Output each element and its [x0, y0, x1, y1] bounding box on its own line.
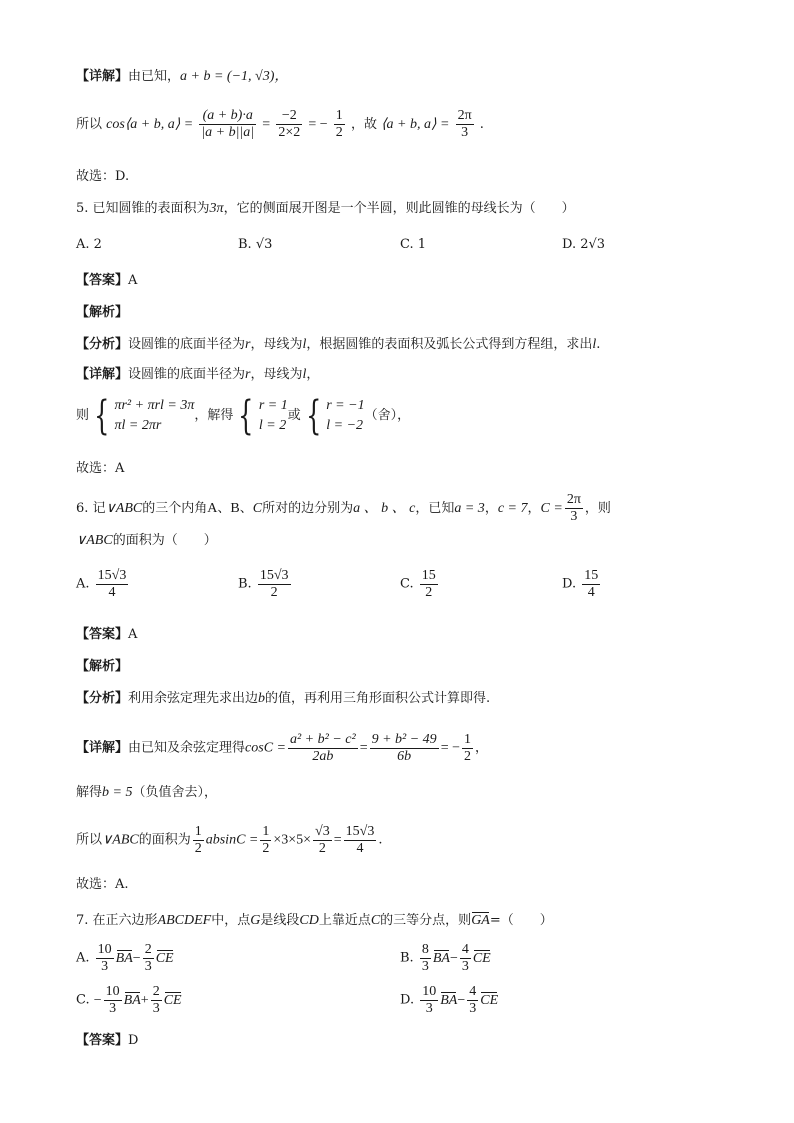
- q6-option-a: [76, 568, 130, 601]
- text: ，母线为: [250, 337, 303, 352]
- fraction: [344, 824, 377, 857]
- denominator: 2: [262, 841, 270, 856]
- text: 的三个内角: [142, 501, 208, 516]
- text: 利用余弦定理先求出边: [128, 691, 259, 706]
- q5-option-a: A. 2: [76, 237, 102, 252]
- text: 中，点: [211, 913, 251, 928]
- text: .: [378, 832, 383, 848]
- text: 则: [76, 408, 90, 423]
- math: c = 7: [497, 501, 528, 516]
- math: ⟨a + b, a⟩ =: [381, 117, 450, 132]
- answer-value: A: [128, 627, 138, 642]
- equation: r = −1: [326, 398, 365, 413]
- text: ，则: [584, 501, 611, 516]
- numerator: 1: [335, 108, 343, 123]
- text: 解得: [76, 785, 103, 800]
- numerator: 15: [584, 568, 599, 583]
- equation-system: [326, 396, 364, 436]
- math: C =: [540, 501, 563, 516]
- numerator: 15√3: [345, 824, 375, 839]
- math: =: [262, 117, 271, 132]
- numerator: 15√3: [97, 568, 127, 583]
- denominator: 2: [425, 585, 433, 600]
- text: =（ ）: [489, 913, 553, 928]
- text: 5. 已知圆锥的表面积为: [76, 201, 210, 216]
- fraction: [370, 732, 439, 765]
- math: = −: [308, 117, 328, 132]
- math: G: [250, 913, 261, 928]
- option-label: B.: [400, 950, 414, 966]
- fraction: [260, 824, 271, 857]
- q6-final: 故选：A.: [76, 877, 129, 892]
- text: ，它的侧面展开图是一个半圆，则此圆锥的母线长为（ ）: [223, 201, 575, 216]
- denominator: 3: [461, 959, 469, 974]
- text: 是线段: [260, 913, 300, 928]
- denominator: 3: [570, 509, 578, 524]
- equation-system: [114, 396, 194, 436]
- fraction: [151, 984, 162, 1017]
- option-label: A.: [76, 950, 90, 966]
- equation: l = −2: [326, 418, 364, 433]
- fraction: [258, 568, 291, 601]
- math: ×3×5×: [273, 832, 312, 848]
- answer-tag: 【答案】: [76, 1033, 129, 1048]
- text: 或: [287, 408, 301, 423]
- q7-option-b: [400, 942, 491, 975]
- brace: {: [238, 393, 254, 439]
- text: 上靠近点: [318, 913, 371, 928]
- q6-option-d: [562, 568, 602, 601]
- text: 设圆锥的底面半径为: [128, 367, 246, 382]
- numerator: 10: [422, 984, 437, 999]
- q5-fenxi: [76, 336, 600, 354]
- text: 的值，再利用三角形面积公式计算即得.: [265, 691, 491, 706]
- fraction: [467, 984, 478, 1017]
- q5-option-b: B. √3: [238, 237, 273, 252]
- text: .: [596, 337, 601, 352]
- numerator: (a + b)·a: [199, 108, 256, 125]
- numerator: 1: [194, 824, 202, 839]
- math: +: [140, 993, 149, 1008]
- denominator: 3: [469, 1001, 477, 1016]
- q7-stem: [76, 912, 553, 930]
- q7-option-c: [76, 984, 182, 1017]
- math: −: [132, 951, 141, 966]
- math: C: [370, 913, 381, 928]
- q4-cos-line: [76, 108, 484, 141]
- vector: CE: [163, 993, 182, 1008]
- q6-area: [76, 824, 382, 857]
- denominator: 2: [318, 841, 326, 856]
- math: CD: [299, 913, 319, 928]
- vector: CE: [480, 993, 499, 1008]
- denominator: 4: [108, 585, 116, 600]
- denominator: 2: [194, 841, 202, 856]
- vector: BA: [123, 993, 141, 1008]
- numerator: 2π: [457, 108, 472, 123]
- vector: CE: [155, 951, 174, 966]
- fraction: [193, 824, 204, 857]
- math: = −: [440, 740, 460, 756]
- denominator: 2ab: [312, 749, 334, 764]
- text: ，: [527, 501, 541, 516]
- q4-detail-line: [76, 68, 288, 86]
- denominator: 3: [421, 959, 429, 974]
- q4-answer: 故选：D.: [76, 169, 130, 184]
- math: l: [592, 337, 597, 352]
- q7-option-a: [76, 942, 174, 975]
- fraction: [143, 942, 154, 975]
- detail-tag: 【详解】: [76, 367, 129, 382]
- answer-value: A: [128, 273, 138, 288]
- numerator: 8: [421, 942, 429, 957]
- fraction: [313, 824, 332, 857]
- q5-system: [76, 393, 411, 439]
- q5-option-c: C. 1: [400, 237, 427, 252]
- vector: BA: [432, 951, 450, 966]
- fraction: [96, 942, 114, 975]
- denominator: |a + b||a|: [201, 125, 255, 140]
- fraction: [420, 984, 438, 1017]
- denominator: 3: [425, 1001, 433, 1016]
- denominator: 2: [335, 125, 343, 140]
- text: ，: [484, 501, 498, 516]
- text: 由已知及余弦定理得: [128, 740, 246, 756]
- numerator: 4: [469, 984, 477, 999]
- denominator: 2: [463, 749, 471, 764]
- text: （负值舍去），: [132, 785, 217, 800]
- equation: l = 2: [258, 418, 287, 433]
- denominator: 3: [101, 959, 109, 974]
- fraction: [288, 732, 358, 765]
- detail-tag: 【详解】: [76, 69, 129, 84]
- math: absinC =: [205, 832, 259, 848]
- denominator: 4: [587, 585, 595, 600]
- text: 的面积为（ ）: [112, 533, 217, 548]
- fraction: [199, 108, 256, 141]
- q6-option-b: [238, 568, 293, 601]
- option-label: A.: [76, 576, 90, 592]
- denominator: 2×2: [278, 125, 301, 140]
- math: =: [359, 740, 368, 756]
- answer-value: D: [128, 1033, 139, 1048]
- brace: {: [94, 393, 110, 439]
- numerator: 10: [97, 942, 112, 957]
- denominator: 2: [270, 585, 278, 600]
- q5-final: 故选：A: [76, 461, 125, 476]
- text: 所对的边分别为: [262, 501, 354, 516]
- q7-option-d: [400, 984, 498, 1017]
- numerator: −2: [276, 108, 302, 125]
- option-label: C.: [400, 576, 414, 592]
- fraction: [104, 984, 122, 1017]
- text: 所以: [76, 117, 103, 132]
- q6-answer: [76, 626, 137, 644]
- q6-detail: [76, 732, 488, 765]
- q6-option-c: [400, 568, 440, 601]
- text: ，母线为: [250, 367, 303, 382]
- text: ，已知: [415, 501, 455, 516]
- math: ∨ABC: [76, 533, 113, 548]
- text: .: [479, 117, 484, 132]
- q5-detail: [76, 366, 319, 384]
- fraction: [456, 108, 474, 141]
- equation-system: [259, 396, 288, 436]
- math: r: [245, 337, 251, 352]
- q6-stem-2: [76, 532, 217, 550]
- math: =: [333, 832, 342, 848]
- fraction: [462, 732, 473, 765]
- numerator: 10: [105, 984, 120, 999]
- vector: CE: [472, 951, 491, 966]
- math: cosC =: [245, 740, 286, 756]
- answer-tag: 【答案】: [76, 273, 129, 288]
- numerator: 2: [152, 984, 160, 999]
- text: 由已知，: [128, 69, 181, 84]
- denominator: 3: [152, 1001, 160, 1016]
- text: （舍），: [364, 408, 411, 423]
- option-label: D.: [562, 576, 577, 592]
- fraction: [565, 492, 583, 525]
- answer-tag: 【答案】: [76, 627, 129, 642]
- equation: πr² + πrl = 3π: [114, 398, 195, 413]
- fraction: [96, 568, 129, 601]
- math: l: [302, 367, 307, 382]
- text: ，解得: [194, 408, 234, 423]
- math: −: [457, 993, 466, 1008]
- math: −: [449, 951, 458, 966]
- numerator: 1: [262, 824, 270, 839]
- q7-answer: [76, 1032, 138, 1050]
- q6-stem: [76, 492, 611, 525]
- fraction: [334, 108, 345, 141]
- text: 、: [239, 501, 253, 516]
- math: ∨ABC: [102, 832, 139, 848]
- fraction: [582, 568, 600, 601]
- fenxi-tag: 【分析】: [76, 691, 129, 706]
- fraction: [420, 942, 431, 975]
- math: ∨ABC: [105, 501, 143, 516]
- q6-solve: [76, 784, 217, 802]
- numerator: 4: [461, 942, 469, 957]
- numerator: 2π: [566, 492, 581, 507]
- fraction: [460, 942, 471, 975]
- equation: πl = 2πr: [114, 418, 162, 433]
- numerator: 2: [144, 942, 152, 957]
- text: ，: [306, 367, 320, 382]
- option-label: B.: [238, 576, 252, 592]
- text: ，故: [350, 117, 377, 132]
- math: a = 3: [454, 501, 485, 516]
- denominator: 3: [109, 1001, 117, 1016]
- q5-stem: [76, 200, 575, 218]
- numerator: 15: [421, 568, 436, 583]
- text: 的三等分点，则: [380, 913, 472, 928]
- option-label: D.: [400, 992, 415, 1008]
- math: ABCDEF: [157, 913, 212, 928]
- text: 的面积为: [138, 832, 191, 848]
- brace: {: [305, 393, 322, 439]
- text: 、: [217, 501, 231, 516]
- math: l: [302, 337, 307, 352]
- math: cos⟨a + b, a⟩ =: [106, 117, 194, 132]
- numerator: a² + b² − c²: [289, 732, 356, 747]
- q5-analysis-tag: 【解析】: [76, 305, 129, 320]
- denominator: 4: [356, 841, 364, 856]
- equation: r = 1: [258, 398, 288, 413]
- text: 设圆锥的底面半径为: [128, 337, 246, 352]
- math: a 、 b 、 c: [353, 501, 416, 516]
- text: 6. 记: [76, 501, 106, 516]
- q5-option-d: D. 2√3: [562, 237, 606, 252]
- math: b = 5: [102, 785, 133, 800]
- math: r: [245, 367, 251, 382]
- fenxi-tag: 【分析】: [76, 337, 129, 352]
- text: ，根据圆锥的表面积及弧长公式得到方程组，求出: [306, 337, 593, 352]
- fraction: [420, 568, 438, 601]
- denominator: 6b: [397, 749, 412, 764]
- math: C: [252, 501, 263, 516]
- text: ，: [474, 740, 488, 756]
- math: 3π: [209, 201, 224, 216]
- fraction: [276, 108, 302, 141]
- numerator: 1: [463, 732, 471, 747]
- q5-answer: [76, 272, 137, 290]
- option-label: C.: [76, 992, 90, 1008]
- vector: GA: [471, 913, 490, 928]
- q6-fenxi: [76, 690, 490, 708]
- numerator: 15√3: [259, 568, 289, 583]
- numerator: √3: [315, 824, 330, 839]
- denominator: 3: [144, 959, 152, 974]
- numerator: 9 + b² − 49: [371, 732, 437, 747]
- detail-tag: 【详解】: [76, 740, 129, 756]
- math: −: [93, 993, 102, 1008]
- math: A: [207, 501, 218, 516]
- math: a + b = (−1, √3)，: [180, 69, 289, 84]
- vector: BA: [115, 951, 133, 966]
- q6-analysis-tag: 【解析】: [76, 659, 129, 674]
- math: b: [258, 691, 266, 706]
- math: B: [230, 501, 240, 516]
- text: 7. 在正六边形: [76, 913, 158, 928]
- denominator: 3: [461, 125, 469, 140]
- vector: BA: [440, 993, 458, 1008]
- text: 所以: [76, 832, 103, 848]
